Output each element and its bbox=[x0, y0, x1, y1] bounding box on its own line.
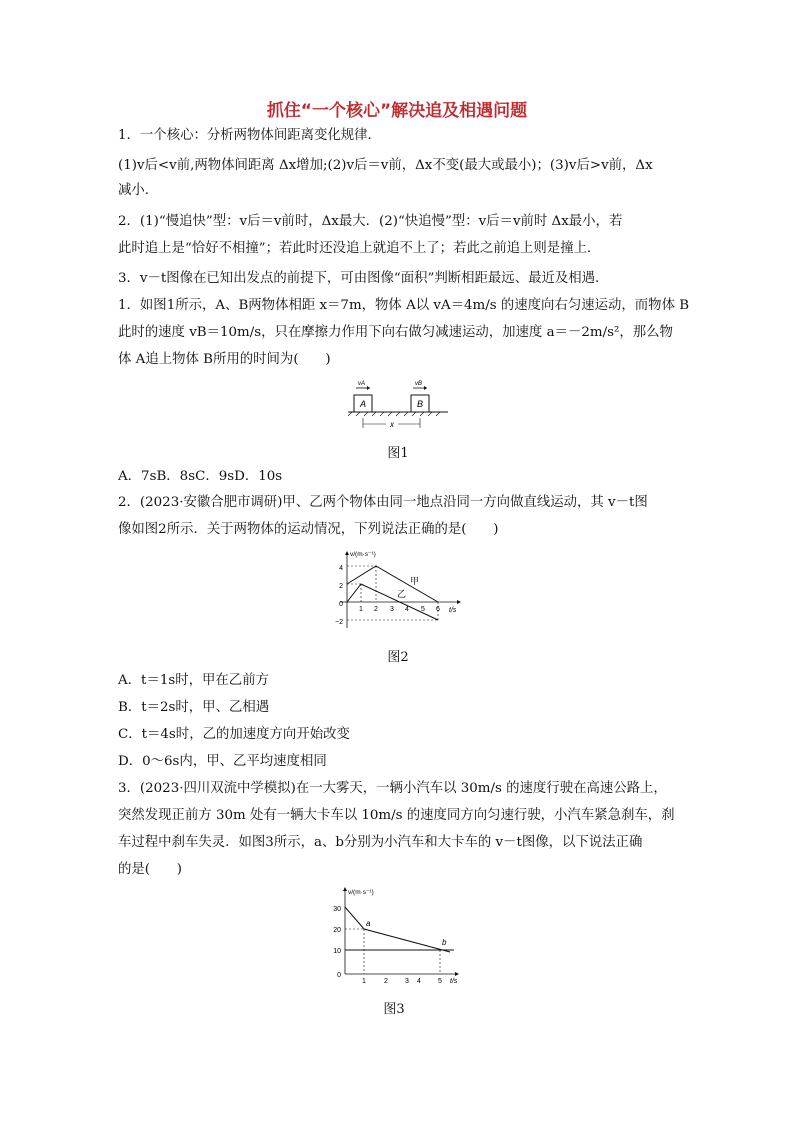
option-c: C．t＝4s时，乙的加速度方向开始改变 bbox=[118, 727, 350, 742]
question-1-options: A．7sB．8sC．9sD．10s bbox=[118, 469, 283, 484]
y-axis-label: v/(m·s⁻¹) bbox=[348, 889, 374, 896]
y-tick-label: 0 bbox=[337, 972, 341, 979]
question-3-line: 突然发现正前方 30m 处有一辆大卡车以 10m/s 的速度同方向匀速行驶，小汽车紧急刹车，刹 bbox=[118, 808, 675, 823]
velocity-b-label: vB bbox=[415, 381, 423, 387]
x-tick-label: 2 bbox=[384, 978, 388, 985]
text-line: 1．一个核心：分析两物体间距离变化规律． bbox=[118, 128, 381, 143]
series-yi-label: 乙 bbox=[397, 589, 407, 599]
ground-hatch bbox=[348, 412, 440, 416]
series-jia-label: 甲 bbox=[410, 576, 420, 586]
figure-2 bbox=[330, 546, 470, 632]
y-tick-label: 20 bbox=[333, 927, 341, 934]
distance-label: x bbox=[390, 420, 394, 429]
x-tick-label: 5 bbox=[421, 606, 425, 613]
x-tick-label: 2 bbox=[374, 606, 378, 613]
y-tick-label: 30 bbox=[333, 906, 341, 913]
block-b-label: B bbox=[416, 399, 424, 409]
y-tick-label: −2 bbox=[335, 619, 343, 626]
text-line: (1)v后<v前,两物体间距离 Δx增加;(2)v后＝v前，Δx不变(最大或最小)；(3)v后>v前，Δx bbox=[118, 158, 653, 173]
series-a-line bbox=[345, 907, 450, 952]
series-b-label: b bbox=[442, 938, 447, 947]
block-a-label: A bbox=[359, 399, 367, 409]
question-2-line: 像如图2所示．关于两物体的运动情况，下列说法正确的是( ) bbox=[118, 522, 499, 537]
y-tick-label: 2 bbox=[339, 583, 343, 590]
x-tick-label: 5 bbox=[438, 978, 442, 985]
x-tick-label: 3 bbox=[405, 978, 409, 985]
text-line: 减小. bbox=[118, 183, 150, 198]
velocity-a-label: vA bbox=[358, 381, 366, 387]
figure-1-caption: 图1 bbox=[387, 446, 409, 461]
x-tick-label: 1 bbox=[359, 606, 363, 613]
page-title: 抓住“一个核心”解决追及相遇问题 bbox=[266, 101, 528, 121]
question-1-line: 1．如图1所示，A、B两物体相距 x＝7m，物体 A以 vA＝4m/s 的速度向右匀速运动，而物体 B bbox=[118, 298, 690, 313]
figure-1 bbox=[338, 376, 458, 436]
y-tick-label: 0 bbox=[339, 601, 343, 608]
figure-3 bbox=[326, 884, 466, 988]
question-1-line: 体 A追上物体 B所用的时间为( ) bbox=[118, 352, 331, 367]
text-line: 此时追上是“恰好不相撞”；若此时还没追上就追不上了；若此之前追上则是撞上． bbox=[118, 241, 601, 256]
x-tick-label: 4 bbox=[405, 606, 409, 613]
figure-3-caption: 图3 bbox=[383, 1002, 405, 1017]
x-tick-label: 1 bbox=[362, 978, 366, 985]
text-line: 2．(1)“慢追快”型：v后＝v前时，Δx最大．(2)“快追慢”型：v后＝v前时 Δx最小，若 bbox=[118, 214, 623, 229]
question-1-line: 此时的速度 vB＝10m/s，只在摩擦力作用下向右做匀减速运动，加速度 a＝－2m/s²，那么物 bbox=[118, 325, 673, 340]
question-2-line: 2．(2023·安徽合肥市调研)甲、乙两个物体由同一地点沿同一方向做直线运动，其 v－t图 bbox=[118, 495, 648, 510]
question-3-line: 车过程中刹车失灵．如图3所示，a、b分别为小汽车和大卡车的 v－t图像，以下说法正确 bbox=[118, 835, 643, 850]
guide-lines bbox=[345, 929, 440, 974]
x-axis-label: t/s bbox=[450, 978, 458, 985]
y-axis-label: v/(m·s⁻¹) bbox=[350, 551, 376, 558]
series-a-label: a bbox=[366, 919, 371, 928]
x-tick-label: 3 bbox=[390, 606, 394, 613]
y-tick-label: 4 bbox=[339, 565, 343, 572]
figure-2-caption: 图2 bbox=[387, 650, 409, 665]
question-3-line: 3．(2023·四川双流中学模拟)在一大雾天，一辆小汽车以 30m/s 的速度行驶在高速公路上， bbox=[118, 781, 667, 796]
option-a: A．t＝1s时，甲在乙前方 bbox=[118, 673, 269, 688]
y-tick-label: 10 bbox=[333, 948, 341, 955]
x-axis-label: t/s bbox=[449, 607, 457, 614]
option-b: B．t＝2s时，甲、乙相遇 bbox=[118, 700, 270, 715]
question-3-line: 的是( ) bbox=[118, 862, 183, 877]
x-tick-label: 6 bbox=[436, 606, 440, 613]
option-d: D．0～6s内，甲、乙平均速度相同 bbox=[118, 754, 327, 769]
x-tick-label: 4 bbox=[417, 978, 421, 985]
text-line: 3．v－t图像在已知出发点的前提下，可由图像“面积”判断相距最远、最近及相遇． bbox=[118, 271, 609, 286]
